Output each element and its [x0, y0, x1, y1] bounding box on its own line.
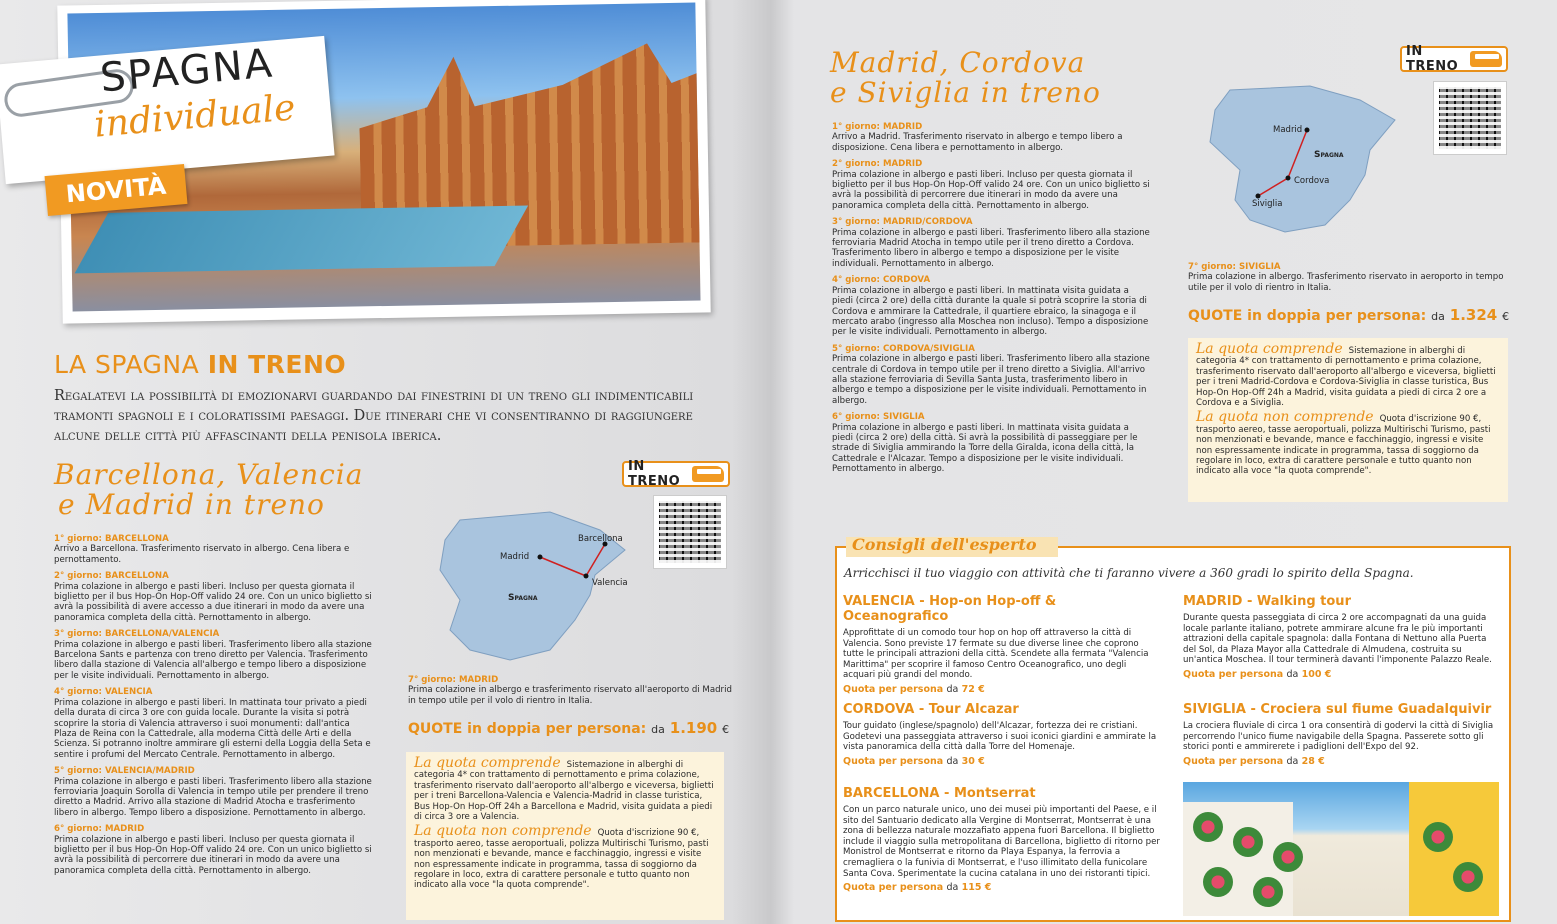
- train-icon: [692, 466, 724, 482]
- list-item: 5° giorno: CORDOVA/SIVIGLIA Prima colazione in albergo e pasti liberi. Trasferimento libero alla stazione centrale di Cordova in tempo utile per il treno diretto a Siviglia. All'arrivo alla stazione ferroviaria di Sevilla Santa Justa, trasferimento libero in albergo e tempo a disposizione per le visite individuali. Pernottamento in albergo.: [832, 343, 1150, 406]
- tour-madrid: [1183, 594, 1501, 680]
- new-badge: NOVITÀ: [45, 164, 188, 216]
- itinerary2-map: [1190, 80, 1410, 250]
- list-item: 1° giorno: MADRID Arrivo a Madrid. Trasferimento riservato in albergo e tempo libero a disposizione. Cena libera e pernottamento in albergo.: [832, 122, 1123, 153]
- itinerary1-day7: 7° giorno: MADRID Prima colazione in albergo e trasferimento riservato all'aeroporto di Madrid in tempo utile per il volo di rientro in Italia.: [408, 675, 732, 706]
- itinerary2-days: [832, 122, 1152, 481]
- map-label-siviglia: Siviglia: [1252, 199, 1283, 209]
- map-label-cordova: Cordova: [1294, 176, 1330, 186]
- list-item: 3° giorno: MADRID/CORDOVA Prima colazione in albergo e pasti liberi. Trasferimento libero alla stazione ferroviaria Madrid Atocha in tempo utile per il treno diretto a Cordova. Trasferimento libero in albergo e tempo a disposizione per le visite individuali. Pernottamento in albergo.: [832, 217, 1150, 269]
- list-item: 2° giorno: MADRID Prima colazione in albergo e pasti liberi. Incluso per questa giornata il biglietto per il bus Hop-On Hop-Off valido 24 ore. Con un unico biglietto si avrà la possibilità di percorrere due itinerari in modo da avere una panoramica completa della città. Pernottamento in albergo.: [832, 159, 1150, 211]
- tour-price: Quota per persona da 30 €: [843, 755, 985, 767]
- in-treno-badge: IN TRENO: [622, 461, 730, 487]
- photo-flowered-street: [1183, 782, 1499, 916]
- tour-text: Durante questa passeggiata di circa 2 ore accompagnati da una guida locale parlante italiano, potrete ammirare alcune fra le più importanti attrazioni della capitale spagnola: dalla Fontana di Nettuno alla Puerta del Sol, da Plaza Mayor alla Cattedrale di Almudena, costruita su un'antica Moschea. Il tour terminerà davanti l'imponente Palazzo Reale.: [1183, 613, 1492, 666]
- itinerary2-title: [830, 48, 1101, 108]
- itinerary1-quota-box: La quota comprende Sistemazione in alberghi di categoria 4* con trattamento di pernottamento e prima colazione, trasferimento riservato dall'aeroporto all'albergo e viceversa, biglietti per i treni Barcellona-Valencia e Valencia-Madrid in classe turistica, Bus Hop-On Hop-Off 24h a Barcellona e Madrid, visita guidata a piedi di circa 3 ore a Valencia. La quota non comprende Quota d'iscrizione 90 €, trasporto aereo, tasse aeroportuali, polizza Multirischi Turismo, pasti non menzionati e bevande, mance e facchinaggio, ingressi e visite non espressamente indicate in programma, tassa di soggiorno da regolare in loco, extra di carattere personale e tutto quanto non indicato alla voce "la quota comprende".: [406, 752, 724, 920]
- map-label-barcellona: Barcellona: [578, 534, 623, 544]
- list-item: 5° giorno: VALENCIA/MADRID Prima colazione in albergo e pasti liberi. Trasferimento libero alla stazione ferroviaria Joaquin Sorolla di Valencia in tempo utile per prendere il treno diretto a Madrid. Arrivo alla stazione di Madrid Atocha e trasferimento libero in albergo. Tempo libero a disposizione. Pernottamento in albergo.: [54, 766, 372, 818]
- tour-text: La crociera fluviale di circa 1 ora consentirà di godervi la città di Siviglia percorrendo l'unico fiume navigabile della Spagna. Passerete sotto gli storici ponti e ammirerete i padiglioni dell'Expo del 92.: [1183, 721, 1494, 753]
- tour-title: MADRID - Walking tour: [1183, 594, 1351, 609]
- tour-text: Tour guidato (inglese/spagnolo) dell'Alcazar, fortezza dei re cristiani. Godetevi una passeggiata attraverso i suoi iconici giardini e ammirate la vista panoramica della città dalla Torre del Homenaje.: [843, 721, 1157, 753]
- itinerary2-title-line1: Madrid, Cordova: [830, 46, 1086, 79]
- list-item: 4° giorno: VALENCIA Prima colazione in albergo e pasti liberi. In mattinata tour privato a piedi della durata di circa 3 ore con guida locale. Durante la visita si potrà scoprire la storia di Valencia attraverso i suoi monumenti: dall'antica Plaza de Reina con la Cattedrale, alla moderna Città delle Arti e della Scienza. Si potranno inoltre ammirare gli esterni della Loggia della Seta e sentire i profumi del Mercato Centrale. Pernottamento in albergo.: [54, 687, 371, 760]
- itinerary1-title-line1: Barcellona, Valencia: [54, 458, 364, 491]
- map-label-spagna: Spagna: [1314, 150, 1344, 160]
- train-icon: [1470, 51, 1502, 67]
- tour-price: Quota per persona da 72 €: [843, 683, 985, 695]
- tour-valencia: [843, 594, 1161, 695]
- list-item: 1° giorno: BARCELLONA Arrivo a Barcellona. Trasferimento riservato in albergo. Cena libera e pernottamento.: [54, 534, 350, 565]
- section-heading-pre: LA SPAGNA: [54, 350, 208, 379]
- tour-siviglia: [1183, 702, 1501, 767]
- tour-title: VALENCIA - Hop-on Hop-off & Oceanografico: [843, 594, 1057, 624]
- map-label-valencia: Valencia: [592, 578, 628, 588]
- itinerary2-day7: 7° giorno: SIVIGLIA Prima colazione in albergo. Trasferimento riservato in aeroporto in tempo utile per il volo di rientro in Italia.: [1188, 262, 1504, 293]
- tour-text: Approfittate di un comodo tour hop on hop off attraverso la città di Valencia. Sono previste 17 fermate su due diverse linee che coprono tutte le principali attrazioni della città. Scendete alla fermata "Valencia Marittima" per scoprire il famoso Centro Oceanografico, uno degli acquari più grandi del mondo.: [843, 628, 1149, 681]
- expert-tips-intro: Arricchisci il tuo viaggio con attività che ti faranno vivere a 360 gradi lo spirito della Spagna.: [844, 566, 1414, 580]
- map-label-madrid: Madrid: [500, 552, 530, 562]
- itinerary2-quote: QUOTE in doppia per persona: da 1.324 €: [1188, 306, 1510, 324]
- expert-tips-title: Consigli dell'esperto: [852, 535, 1037, 554]
- tour-price: Quota per persona da 100 €: [1183, 668, 1332, 680]
- list-item: 4° giorno: CORDOVA Prima colazione in albergo e pasti liberi. In mattinata visita guidata a piedi (circa 2 ore) della città durante la quale si potrà scoprire la storia di Cordova e ammirare la Cattedrale, il quartiere ebraico, la sinagoga e il mercato arabo (ingresso alla Moschea non incluso). Tempo a disposizione per le visite individuali. Pernottamento in albergo.: [832, 275, 1149, 338]
- tour-title: SIVIGLIA - Crociera sul fiume Guadalquivir: [1183, 702, 1492, 717]
- price: 1.324: [1449, 306, 1498, 324]
- tour-text: Con un parco naturale unico, uno dei musei più importanti del Paese, e il sito del Santuario dedicato alla Vergine di Montserrat, Montserrat è una zona di bellezza naturale mozzafiato appena fuori Barcellona. Il biglietto include il viaggio sulla metropolitana di Barcellona, biglietto di ritorno per Monistrol de Montserrat e ritorno da Playa Espanya, la ferrovia a cremagliera o la funivia di Montserrat, e l'uso illimitato della funicolare Santa Cova. Sperimentate la cucina catalana in uno dei ristoranti tipici.: [843, 805, 1160, 879]
- map-label-spagna: Spagna: [508, 593, 538, 603]
- section-heading-bold: IN TRENO: [207, 350, 347, 379]
- includes-title: La quota comprende: [1196, 341, 1343, 357]
- tour-barcellona: [843, 786, 1161, 893]
- list-item: 2° giorno: BARCELLONA Prima colazione in albergo e pasti liberi. Incluso per questa giornata il biglietto per il bus Hop-On Hop-Off valido 24 ore. Con un unico biglietto si avrà la possibilità di avere accesso a due itinerari in modo da avere una panoramica completa della città. Pernottamento in albergo.: [54, 571, 372, 623]
- tour-price: Quota per persona da 115 €: [843, 882, 992, 894]
- itinerary1-quote: QUOTE in doppia per persona: da 1.190 €: [408, 719, 730, 737]
- page-title: SPAGNA: [98, 40, 276, 102]
- tour-title: BARCELLONA - Montserrat: [843, 786, 1036, 801]
- itinerary1-days: [54, 534, 372, 882]
- intro-text: Regalatevi la possibilità di emozionarvi guardando dai finestrini di un treno gli indimenticabili tramonti spagnoli e i coloratissimi paesaggi. Due itinerari che vi consentiranno di raggiungere alcune delle città più affascinanti della penisola iberica.: [54, 388, 694, 444]
- map-label-madrid: Madrid: [1273, 125, 1303, 135]
- itinerary2-quota-box: La quota comprende Sistemazione in alberghi di categoria 4* con trattamento di pernottamento e prima colazione, trasferimento riservato dall'aeroporto all'albergo e viceversa, biglietti per i treni Madrid-Cordova e Cordova-Siviglia in classe turistica, Bus Hop-On Hop-Off 24h a Madrid, visita guidata a piedi di circa 2 ore a Cordova e a Siviglia. La quota non comprende Quota d'iscrizione 90 €, trasporto aereo, tasse aeroportuali, polizza Multirischi Turismo, pasti non menzionati e bevande, mance e facchinaggio, ingressi e visite non espressamente indicate in programma, tassa di soggiorno da regolare in loco, extra di carattere personale e tutto quanto non indicato alla voce "la quota comprende".: [1188, 338, 1508, 502]
- section-heading: [54, 350, 346, 379]
- qr-code-icon[interactable]: [1434, 82, 1506, 154]
- tour-cordova: [843, 702, 1161, 767]
- qr-code-icon[interactable]: [654, 496, 726, 568]
- price: 1.190: [669, 719, 718, 737]
- list-item: 6° giorno: MADRID Prima colazione in albergo e pasti liberi. Incluso per questa giornata il biglietto per il bus Hop-On Hop-Off valido 24 ore. Con un unico biglietto si avrà la possibilità di percorrere due itinerari in modo da avere una panoramica completa della città. Pernottamento in albergo.: [54, 824, 372, 876]
- itinerary2-title-line2: e Siviglia in treno: [830, 76, 1101, 109]
- list-item: 3° giorno: BARCELLONA/VALENCIA Prima colazione in albergo e pasti liberi. Trasferimento libero alla stazione Barcelona Sants e partenza con treno diretto per Valencia. Trasferimento libero dalla stazione di Valencia all'albergo e tempo libero a disposizione per le visite individuali. Pernottamento in albergo.: [54, 629, 372, 681]
- in-treno-badge: IN TRENO: [1400, 46, 1508, 72]
- tour-title: CORDOVA - Tour Alcazar: [843, 702, 1019, 717]
- list-item: 6° giorno: SIVIGLIA Prima colazione in albergo e pasti liberi. In mattinata visita guidata a piedi (circa 2 ore) della città. Si avrà la possibilità di passeggiare per le strade di Siviglia ammirando la Torre della Giralda, icona della città, la Cattedrale e l'Alcazar. Tempo a disposizione per le visite individuali. Pernottamento in albergo.: [832, 412, 1138, 475]
- includes-title: La quota comprende: [414, 755, 561, 771]
- excludes-title: La quota non comprende: [1196, 409, 1374, 426]
- excludes-title: La quota non comprende: [414, 823, 592, 840]
- page-subtitle: individuale: [92, 87, 298, 146]
- itinerary1-title: [54, 460, 363, 520]
- tour-price: Quota per persona da 28 €: [1183, 755, 1325, 767]
- itinerary1-title-line2: e Madrid in treno: [58, 488, 325, 521]
